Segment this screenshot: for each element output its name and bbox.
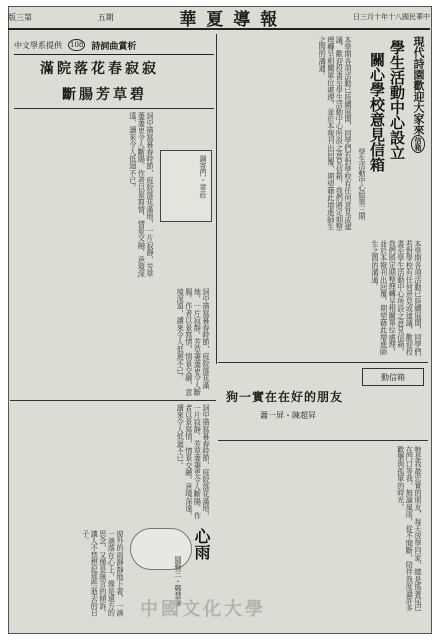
poem-inset xyxy=(160,150,212,222)
poem-commentary: 詞中描寫暮春時節，庭院落花滿地，一片寂靜，芳草萋萋更令人斷腸。作者以景寫情，情景交融，意境深遠，讀來令人低迴不已。 xyxy=(128,112,155,278)
mailbox-title: 狗一實在在好的朋友 xyxy=(226,390,344,404)
mailbox-body: 牠是我最忠實的朋友，每天放學回家，總是搖著尾巴在門口等我，無論風雨，從不間斷，陪伴我度過許多歡樂與孤單的時光。 xyxy=(396,446,423,612)
kicker-column xyxy=(410,36,426,256)
essay-title: 心雨 xyxy=(192,528,211,560)
poem-header-contrib: 中文學系提供 xyxy=(14,40,62,50)
section-divider-right xyxy=(218,362,428,363)
essay-body: 窗外的雨靜靜地下著，一滴一滴落在心上，像是遠方的思念，又像是無言的傾訴，讓人不禁想起那些逝去的日子。 xyxy=(81,530,125,617)
poem-inset-text: 調寄門・章莊 xyxy=(199,155,208,199)
poem-rule xyxy=(14,108,214,109)
column-divider xyxy=(216,34,217,364)
kicker-2: 歡迎大家來 xyxy=(412,80,425,135)
masthead-edition: 五期 xyxy=(97,12,114,22)
mailbox-header: 動信箱 xyxy=(362,368,424,386)
kicker: 現代詩園 xyxy=(412,36,425,80)
masthead xyxy=(8,6,430,30)
article-body-top-right-lower: 本學期各項活動已陸續展開，同學們若對學校有任何意見或建議，歡迎投書至學生活動中心所設之意見信箱，我們將定期整理轉呈相關單位處理，並於本報刊出回覆，期望藉此增進師生之間的溝通。 xyxy=(371,240,423,356)
headline-1: 學生活動中心設立 xyxy=(388,40,406,160)
poem-header-label: 詩詞曲賞析 xyxy=(91,41,137,52)
article-byline: 學生活動中心組第三期 xyxy=(358,148,367,220)
essay-byline: 園藝三・鄭慧秦 xyxy=(174,556,183,607)
poem-line-2: 斷腸芳草碧 xyxy=(62,87,147,103)
poem-header-number: 108 xyxy=(70,41,84,49)
poem-header xyxy=(14,36,214,55)
article-body-top-right: 本學期各項活動已陸續展開，同學們若對學校有任何意見或建議，歡迎投書至學生活動中心所設之意見信箱，我們將定期整理轉呈相關單位處理，並於本報刊出回覆，期望藉此增進師生之間的溝通。 xyxy=(318,36,353,231)
masthead-date: 日三月十年十八國民華中 xyxy=(352,13,430,21)
section-divider-left xyxy=(10,400,216,401)
masthead-title: 華夏導報 xyxy=(179,9,288,30)
headline-2: 關心學校意見信箱 xyxy=(368,52,386,172)
section-divider-right-2 xyxy=(218,440,428,441)
watermark: 中國文化大學 xyxy=(140,599,266,620)
poem-commentary-lower: 詞中描寫暮春時節，庭院落花滿地，一片寂靜，芳草萋萋更令人斷腸。作者以景寫情，情景交融，意境深遠，讀來令人低迴不已。 xyxy=(176,288,211,396)
kicker-badge: 信箱 xyxy=(411,135,425,153)
masthead-section: 版三第 xyxy=(8,12,32,22)
mailbox-byline: 蕭一屏・陳超昇 xyxy=(260,411,316,420)
poem-line-1: 滿院落花春寂寂 xyxy=(40,61,159,77)
left-continuation: 詞中描寫暮春時節，庭院落花滿地，一片寂靜，芳草萋萋更令人斷腸。作者以景寫情，情景交融，意境深遠，讀來令人低迴不已。 xyxy=(176,404,211,520)
